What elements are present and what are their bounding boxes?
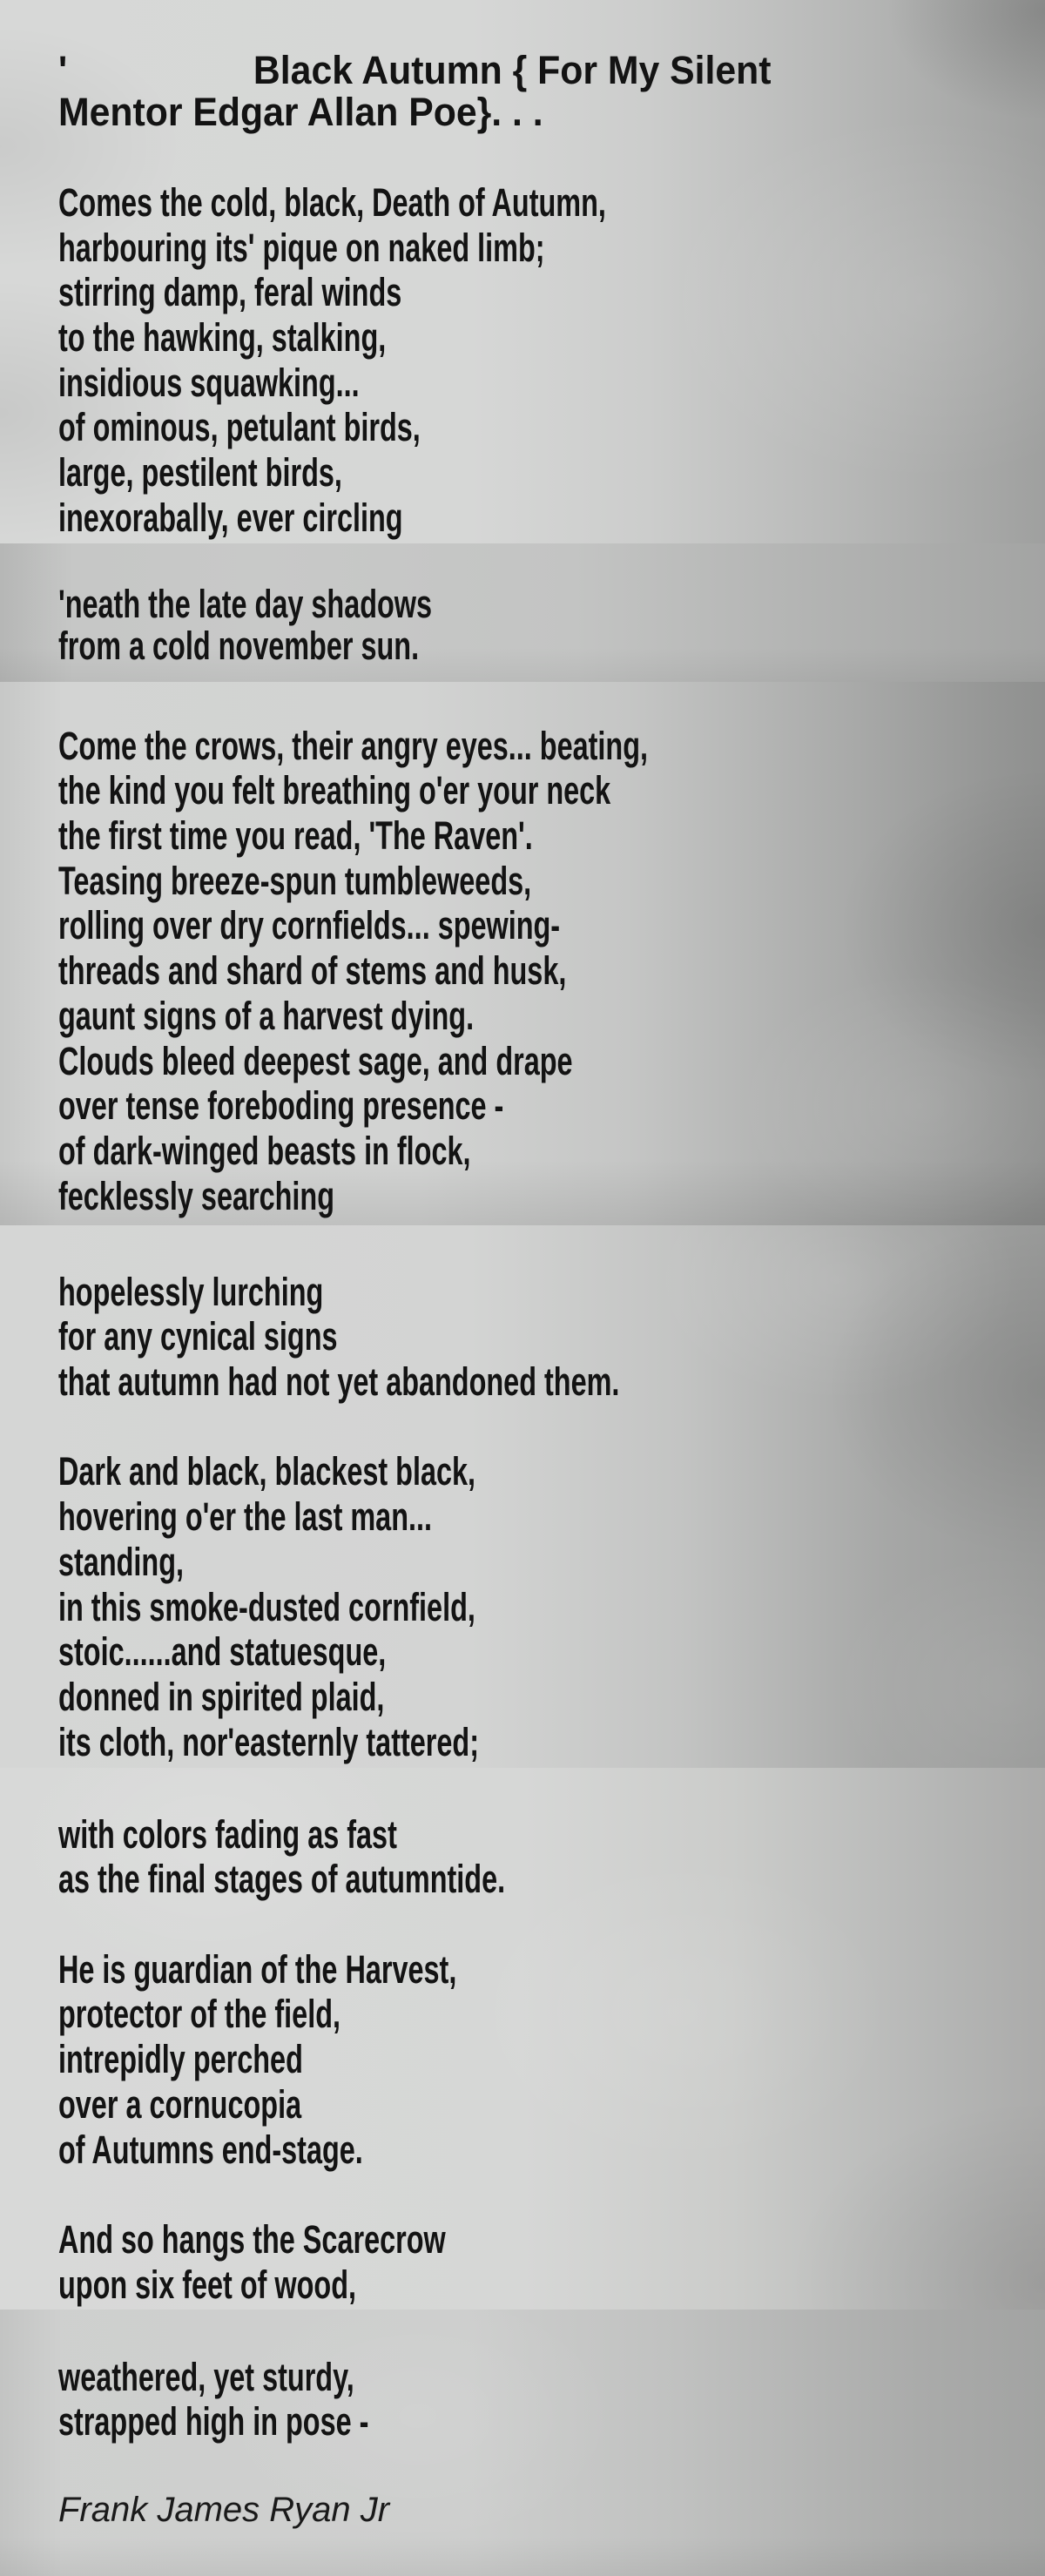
poem-line: He is guardian of the Harvest, [58, 1946, 457, 1992]
stanza-lines-6 [58, 2355, 1045, 2445]
poem-line: over tense foreboding presence - [58, 1083, 504, 1129]
poem-line: 'neath the late day shadows [58, 582, 433, 627]
poem-line: rolling over dry cornfields... spewing- [58, 903, 561, 948]
poem-line: the kind you felt breathing o'er your neck [58, 768, 611, 813]
background-tile-1 [0, 0, 1045, 543]
poem-line: from a cold november sun. [58, 624, 420, 669]
stanza-lines-5 [58, 1812, 1045, 2308]
background-tile-6 [0, 2310, 1045, 2576]
poem-line [58, 1405, 769, 1450]
poem-line [58, 2172, 769, 2217]
stanza-lines-2 [58, 583, 1045, 667]
poem-title-line-2: Mentor Edgar Allan Poe}. . . [58, 90, 543, 135]
poem-line: to the hawking, stalking, [58, 315, 387, 360]
tile-6-content [0, 2310, 1045, 2533]
author-signature: Frank James Ryan Jr [58, 2491, 390, 2530]
stanza-lines-4 [58, 1270, 1045, 1765]
poem-line: hovering o'er the last man... [58, 1494, 433, 1540]
poem-line: as the final stages of autumntide. [58, 1857, 506, 1902]
poem-line: Come the crows, their angry eyes... beating, [58, 723, 649, 768]
poem-line: upon six feet of wood, [58, 2262, 356, 2307]
poem-line: of ominous, petulant birds, [58, 405, 421, 450]
background-tile-5 [0, 1768, 1045, 2310]
poem-line: And so hangs the Scarecrow [58, 2216, 446, 2262]
poem-title-text: Black Autumn { For My Silent [253, 48, 772, 93]
background-tile-2 [0, 543, 1045, 682]
poem-line: that autumn had not yet abandoned them. [58, 1359, 620, 1404]
poem-line: insidious squawking... [58, 360, 360, 405]
poem-line: gaunt signs of a harvest dying. [58, 993, 475, 1038]
poem-line: of dark-winged beasts in flock, [58, 1128, 471, 1173]
poem-line: with colors fading as fast [58, 1811, 397, 1857]
title-body-gap [58, 133, 1045, 180]
poem-line: Comes the cold, black, Death of Autumn, [58, 179, 606, 225]
poem-line: protector of the field, [58, 1992, 340, 2037]
poem-line: for any cynical signs [58, 1314, 338, 1359]
poem-line: weathered, yet sturdy, [58, 2354, 354, 2399]
poem-line: Clouds bleed deepest sage, and drape [58, 1038, 573, 1083]
tile-3-content [0, 682, 1045, 1218]
tile-2-content [0, 543, 1045, 667]
poem-line: donned in spirited plaid, [58, 1674, 385, 1719]
poem-line: its cloth, nor'easternly tattered; [58, 1719, 480, 1764]
poem-line: hopelessly lurching [58, 1269, 324, 1314]
stanza-lines-3 [58, 724, 1045, 1219]
poem-line: strapped high in pose - [58, 2399, 369, 2445]
poem-line: Teasing breeze-spun tumbleweeds, [58, 858, 532, 903]
poem-line: large, pestilent birds, [58, 450, 342, 496]
poem-line: standing, [58, 1539, 184, 1584]
poem-line: over a cornucopia [58, 2081, 302, 2127]
background-tile-3 [0, 682, 1045, 1225]
poem-line [58, 1902, 769, 1947]
poem-line: stirring damp, feral winds [58, 270, 402, 315]
poem-line: in this smoke-dusted cornfield, [58, 1584, 475, 1629]
poem-line: harbouring its' pique on naked limb; [58, 225, 545, 270]
poem-line: the first time you read, 'The Raven'. [58, 813, 533, 858]
poem-title-line-1 [58, 50, 995, 91]
poem-line: stoic......and statuesque, [58, 1629, 387, 1675]
tile-1-content [0, 0, 1045, 541]
poem-line: Dark and black, blackest black, [58, 1449, 476, 1494]
background-tile-4 [0, 1225, 1045, 1768]
poem-line: inexorabally, ever circling [58, 495, 403, 540]
poem-line: intrepidly perched [58, 2037, 303, 2082]
tile-4-content [0, 1225, 1045, 1764]
poem-line: threads and shard of stems and husk, [58, 948, 567, 994]
poem-line: of Autumns end-stage. [58, 2127, 363, 2172]
tile-5-content [0, 1768, 1045, 2307]
title-prefix: ' [58, 48, 68, 93]
stanza-lines-1 [58, 180, 1045, 541]
poem-line: fecklessly searching [58, 1173, 335, 1218]
